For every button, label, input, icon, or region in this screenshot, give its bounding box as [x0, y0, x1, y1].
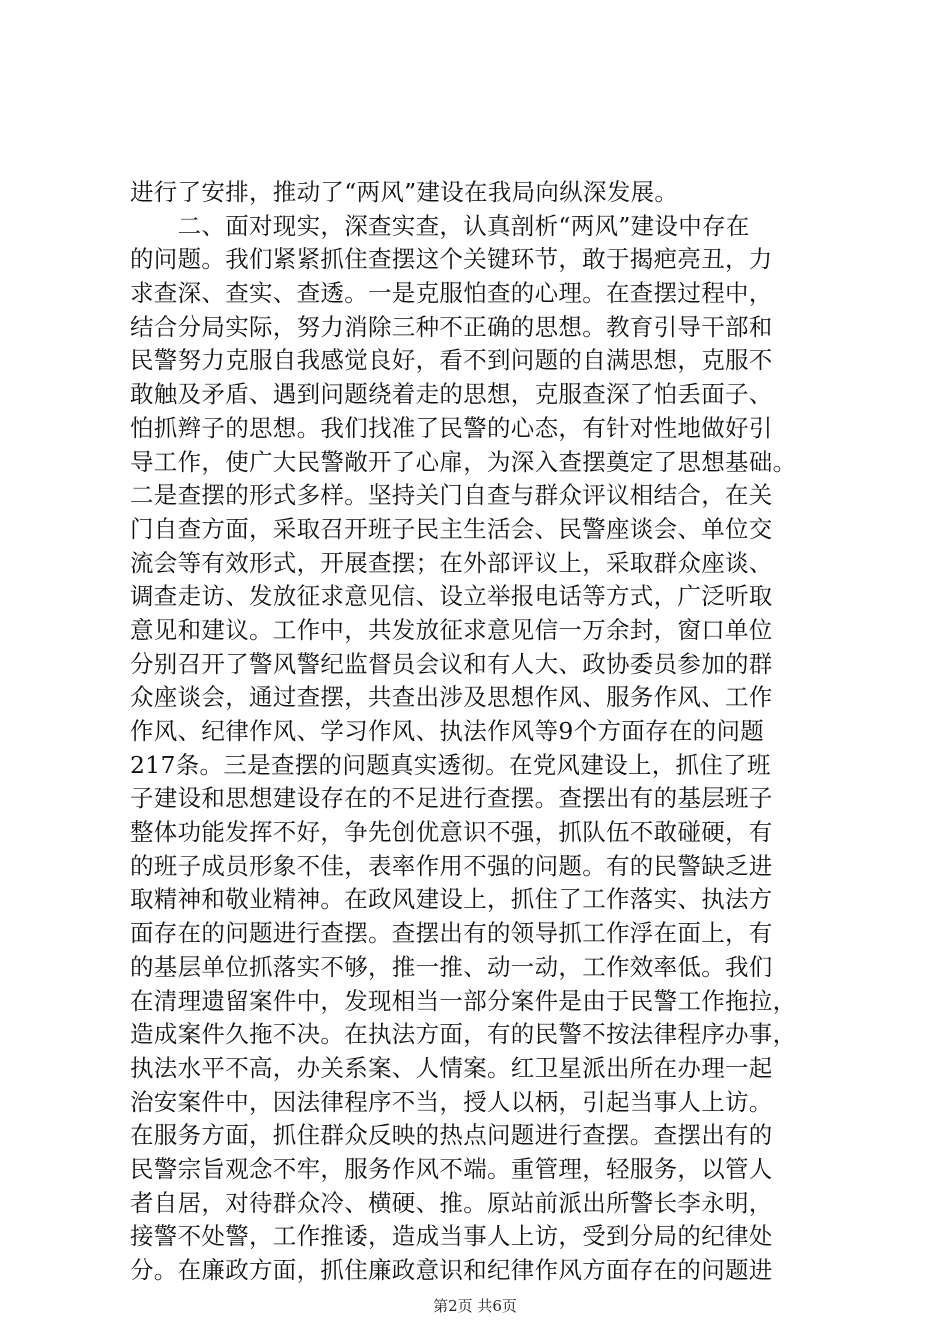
text-line: 者自居，对待群众冷、横硬、推。原站前派出所警长李永明，	[130, 1188, 773, 1217]
text-line: 取精神和敬业精神。在政风建设上，抓住了工作落实、执法方	[130, 885, 773, 914]
text-line: 造成案件久拖不决。在执法方面，有的民警不按法律程序办事，	[130, 1020, 797, 1049]
text-line: 调查走访、发放征求意见信、设立举报电话等方式，广泛听取	[130, 582, 773, 611]
text-line: 的问题。我们紧紧抓住查摆这个关键环节，敢于揭疤亮丑，力	[130, 245, 773, 274]
text-line: 敢触及矛盾、遇到问题绕着走的思想，克服查深了怕丢面子、	[130, 380, 773, 409]
text-line: 分别召开了警风警纪监督员会议和有人大、政协委员参加的群	[130, 649, 773, 678]
text-line: 接警不处警，工作推诿，造成当事人上访，受到分局的纪律处	[130, 1222, 773, 1251]
text-line: 在服务方面，抓住群众反映的热点问题进行查摆。查摆出有的	[130, 1121, 773, 1150]
text-line: 217条。三是查摆的问题真实透彻。在党风建设上，抓住了班	[130, 750, 771, 779]
text-line: 作风、纪律作风、学习作风、执法作风等9个方面存在的问题	[130, 717, 765, 745]
text-line: 整体功能发挥不好，争先创优意识不强，抓队伍不敢碰硬，有	[130, 818, 773, 847]
text-line: 求查深、查实、查透。一是克服怕查的心理。在查摆过程中，	[130, 279, 773, 308]
text-line: 门自查方面，采取召开班子民主生活会、民警座谈会、单位交	[130, 514, 773, 543]
text-line: 二、面对现实，深查实查，认真剖析“两风”建设中存在	[130, 211, 750, 240]
text-line: 怕抓辫子的思想。我们找准了民警的心态，有针对性地做好引	[130, 413, 773, 442]
text-line: 的班子成员形象不佳，表率作用不强的问题。有的民警缺乏进	[130, 851, 773, 880]
text-line: 分。在廉政方面，抓住廉政意识和纪律作风方面存在的问题进	[130, 1256, 773, 1284]
text-line: 面存在的问题进行查摆。查摆出有的领导抓工作浮在面上，有	[130, 919, 773, 948]
text-line: 的基层单位抓落实不够，推一推、动一动，工作效率低。我们	[130, 952, 773, 981]
text-line: 意见和建议。工作中，共发放征求意见信一万余封，窗口单位	[130, 615, 773, 644]
text-line: 民警宗旨观念不牢，服务作风不端。重管理，轻服务，以管人	[130, 1154, 773, 1183]
text-line: 二是查摆的形式多样。坚持关门自查与群众评议相结合，在关	[130, 481, 773, 510]
text-line: 结合分局实际，努力消除三种不正确的思想。教育引导干部和	[130, 312, 773, 341]
text-line: 在清理遗留案件中，发现相当一部分案件是由于民警工作拖拉，	[130, 986, 797, 1015]
text-line: 治安案件中，因法律程序不当，授人以柄，引起当事人上访。	[130, 1087, 773, 1116]
text-line: 执法水平不高，办关系案、人情案。红卫星派出所在办理一起	[130, 1053, 773, 1082]
body-text	[130, 176, 830, 1288]
text-line: 流会等有效形式，开展查摆；在外部评议上，采取群众座谈、	[130, 548, 773, 577]
text-line: 民警努力克服自我感觉良好，看不到问题的自满思想，克服不	[130, 346, 773, 375]
text-line: 子建设和思想建设存在的不足进行查摆。查摆出有的基层班子	[130, 784, 773, 813]
text-line: 导工作，使广大民警敞开了心扉，为深入查摆奠定了思想基础。	[130, 447, 797, 476]
text-line: 进行了安排，推动了“两风”建设在我局向纵深发展。	[130, 178, 679, 206]
text-line: 众座谈会，通过查摆，共查出涉及思想作风、服务作风、工作	[130, 683, 773, 712]
page-number-footer: 第2页 共6页	[433, 1297, 517, 1315]
